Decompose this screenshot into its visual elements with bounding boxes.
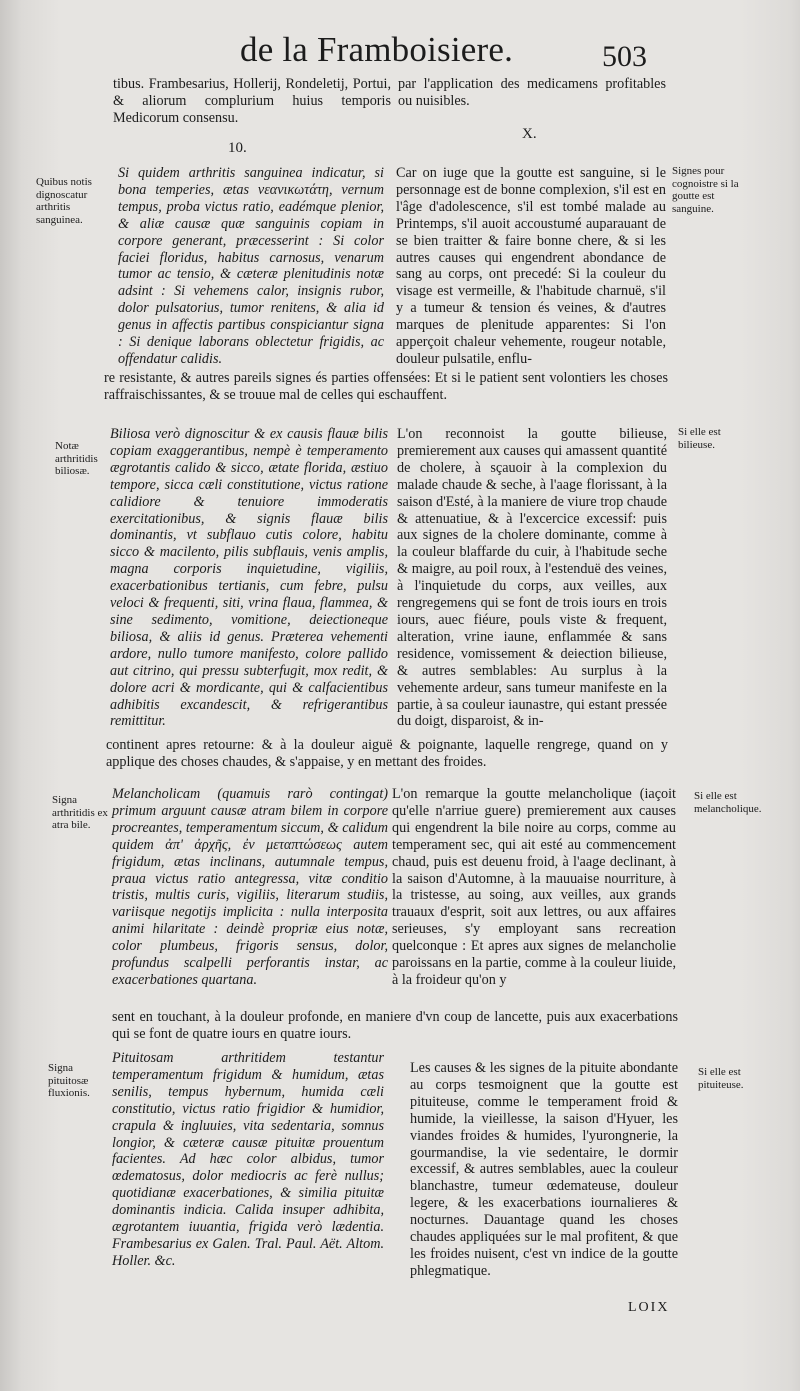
latin-paragraph: Biliosa verò dignoscitur & ex causis flauæ bilis copiam exaggerantibus, nempè è temperamento ægrotantis calido & sicco, ætate florida, æstiuo tempore, sicca cæli constitutione, victus ratione calidiore & tenuiore immoderatis exercitationibus, & signis flauæ bilis dominantis, vt subflauo cutis colore, habitu sicco & macilento, pilis subflauis, venis amplis, magna corporis inquietudine, vigiliis, exacerbationibus tertianis, cum febre, pulsu veloci & frequenti, siti, vrina flaua, flammea, & sine sedimento, vomitione, deiectioneque biliosa, & aliis id genus. Præterea vehementi ardore, nullo tumore manifesto, colore pallido aut citrino, qui pressu subterfugit, mox redit, & dolore acri & mordicante, qui & calfacientibus adhibitis excandescit, & refrigerantibus remittitur.	[110, 426, 388, 730]
french-paragraph: L'on remarque la goutte melancholique (iaçoit qu'elle n'arriue guere) premierement aux causes qui engendrent la bile noire au corps, comme au temperament sec, qui ait esté au commencement chaud, puis est deuenu froid, à l'aage declinant, à la saison d'Automne, à la mauuaise nourriture, à la tristesse, au soing, aux veilles, aux grands trauaux d'esprit, soit aux lettres, ou aux affaires serieuses, s'y employant sans recreation quelconque : Et apres aux signes de melancholie paroissans en la partie, comme à la couleur liuide, à la froideur qu'on y	[392, 786, 676, 988]
latin-paragraph: Pituitosam arthritidem testantur temperamentum frigidum & humidum, ætas senilis, tempus hybernum, humida cæli constitutio, victus ratio frigidior & humidior, crapula & ingluuies, vita sedentaria, somnus longior, & cæteræ causæ pituitæ prouentum facientes. Ad hæc color albidus, tumor œdematosus, dolor mediocris ac ferè nullus; quotidianæ exacerbationes, & similia pituitæ dominantis indicia. Calida insuper adhibita, ægrotantem iuuantia, frigida verò lædentia. Frambesarius ex Galen. Tral. Paul. Aët. Altom. Holler. &c.	[112, 1050, 384, 1269]
french-margin-note: Si elle est pituiteuse.	[698, 1066, 744, 1091]
latin-margin-note: Signa arthritidis ex atra bile.	[52, 794, 108, 831]
running-header: de la Framboisiere.	[240, 30, 514, 69]
catchword: LOIX	[628, 1300, 670, 1315]
page-number: 503	[602, 40, 647, 73]
latin-paragraph: Melancholicam (quamuis rarò contingat) primum arguunt causæ atram bilem in corpore procreantes, temperamentum siccum, & calidum quidem ἀπ' ἀρχῆς, ἐν μεταπτώσεως autem frigidum, ætas inclinans, autumnale tempus, praua victus ratio antegressa, vitæ conditio tristis, multis curis, vigiliis, literarum studiis, variisque negotijs implicita : nulla interposita animi hilaritate : deindè propriæ eius notæ, color plumbeus, frigoris sensus, dolor, profundus scalpelli perforantis instar, ac exacerbationes quartana.	[112, 786, 388, 988]
latin-section-number: 10.	[228, 140, 247, 156]
french-margin-note: Si elle est bilieuse.	[678, 426, 721, 451]
french-section-number: X.	[522, 126, 537, 142]
latin-margin-note: Notæ arthritidis biliosæ.	[55, 440, 98, 477]
latin-margin-note: Signa pituitosæ fluxionis.	[48, 1062, 90, 1099]
french-intro: par l'application des medicamens profitables ou nuisibles.	[398, 76, 666, 109]
french-paragraph: L'on reconnoist la goutte bilieuse, premierement aux causes qui amassent quantité de cholere, à sçauoir à la complexion du malade chaude & seche, à l'aage florissant, à la saison d'Esté, à la maniere de viure trop chaude & attenuatiue, & à l'excercice excessif: puis aux signes de la cholere dominante, comme à la couleur blaffarde du cuir, à l'habitude seche & maigre, au poil roux, à l'estenduë des veines, à l'inquietude du corps, aux veilles, aux rengregemens qui se font de trois iours en trois iours, auec fiéure, pouls viste & frequent, alteration, vrine iaune, enflammée & sans residence, vomissement & deiection bilieuse, & autres semblables: Au surplus à la vehemente ardeur, sans tumeur manifeste en la partie, à sa couleur iaunastre, qui estant pressée du doigt, disparoist, & in-	[397, 426, 667, 730]
french-margin-note: Si elle est melancholique.	[694, 790, 762, 815]
latin-intro: tibus. Frambesarius, Hollerij, Rondeletij, Portui, & aliorum complurium huius temporis Medicorum consensu.	[113, 76, 391, 126]
latin-margin-note: Quibus notis dignoscatur arthritis sanguinea.	[36, 176, 92, 226]
french-paragraph: Car on iuge que la goutte est sanguine, si le personnage est de bonne complexion, s'il est en l'âge d'adolescence, s'il est tombé malade au Printemps, s'il auoit accoustumé auparauant de se bien traitter & faire bonne chere, & si les autres causes qui engendrent abondance de sang au corps, ont precedé: Si la couleur du visage est vermeille, & l'habitude charnuë, s'il y a tumeur & tension és veines, & d'autres marques de plenitude apparentes: Si l'on apperçoit chaleur vehemente, rougeur notable, douleur pulsatile, enflu-	[396, 165, 666, 367]
french-paragraph: Les causes & les signes de la pituite abondante au corps tesmoignent que la goutte est pituiteuse, comme le temperament froid & humide, la vieillesse, la saison d'Hyuer, les viandes froides & humides, l'yurongnerie, la gourmandise, la vie sedentaire, le dormir excessif, & autres semblables, auec la couleur blanchastre, tumeur œdemateuse, douleur legere, & les exacerbations iournalieres & nocturnes. Dauantage quand les choses chaudes appliquées sur le mal profitent, & que les froides nuisent, c'est vn indice de la goutte phlegmatique.	[410, 1060, 678, 1279]
french-margin-note: Signes pour cognoistre si la goutte est sanguine.	[672, 165, 739, 215]
latin-paragraph: Si quidem arthritis sanguinea indicatur, si bona temperies, ætas νεανικωτάτη, vernum tempus, proba victus ratio, eadémque plenior, & aliæ causæ quæ sanguinis copiam in corpore generant, præcesserint : Si color faciei floridus, habitus carnosus, venarum tumor ac tensio, & cæteræ plenitudinis notæ adsint : Si vehemens calor, insignis rubor, dolor pulsatorius, tumor renitens, & alia id genus in affectis partibus conspiciantur signa : Si denique laborans oblectetur frigidis, ac offendatur calidis.	[118, 165, 384, 367]
full-width-continuation: sent en touchant, à la douleur profonde, en maniere d'vn coup de lancette, puis aux exacerbations qui se font de quatre iours en quatre iours.	[112, 1009, 678, 1042]
full-width-continuation: re resistante, & autres pareils signes és parties offensées: Et si le patient sent volontiers les choses raffraischissantes, & se trouue mal de celles qui eschauffent.	[104, 370, 668, 403]
full-width-continuation: continent apres retourne: & à la douleur aiguë & poignante, laquelle rengrege, quand on y applique des choses chaudes, & s'appaise, y en mettant des froides.	[106, 737, 668, 770]
